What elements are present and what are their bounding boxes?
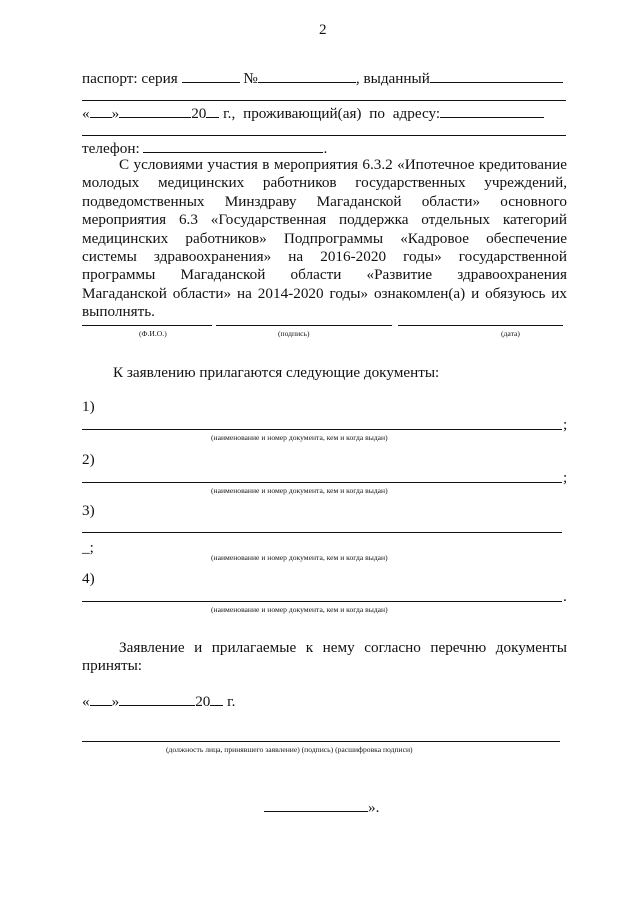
document-caption-2: (наименование и номер документа, кем и когда выдан) — [211, 486, 388, 495]
document-end-4: . — [563, 588, 567, 605]
document-field-1[interactable] — [82, 429, 562, 430]
official-caption: (должность лица, принявшего заявление) (подпись) (расшифровка подписи) — [166, 745, 413, 754]
documents-heading: К заявлению прилагаются следующие документы: — [113, 364, 440, 381]
document-field-4[interactable] — [82, 601, 562, 602]
accepted-month-field[interactable] — [119, 692, 195, 706]
accepted-date-line: « » 20 г. — [82, 693, 236, 710]
document-number-4: 4) — [82, 570, 95, 587]
document-caption-3: (наименование и номер документа, кем и когда выдан) — [211, 553, 388, 562]
accepted-year-field[interactable] — [210, 692, 223, 706]
conditions-paragraph: С условиями участия в мероприятия 6.3.2 «Ипотечное кредитование молодых медицинских работников государственных учреждений, подведомственных Минздраву Магаданской области» основного мероприятия 6.3 «Государственная поддержка отдельных категорий медицинских работников» Подпрограммы «Кадровое обеспечение системы здравоохранения» на 2016-2020 годы» государственной программы Магаданской области «Развитие здравоохранения Магаданской области» на 2014-2020 годы» ознакомлен(а) и обязуюсь их выполнять. — [82, 156, 567, 321]
accepted-day-field[interactable] — [90, 692, 112, 706]
year-field[interactable] — [206, 104, 219, 118]
fio-caption: (Ф.И.О.) — [139, 329, 167, 338]
phone-field[interactable] — [143, 139, 323, 153]
phone-line: телефон: . — [82, 140, 328, 157]
document-caption-1: (наименование и номер документа, кем и когда выдан) — [211, 433, 388, 442]
document-field-3[interactable] — [82, 532, 562, 533]
document-field-2[interactable] — [82, 482, 562, 483]
closing-line: ». — [264, 798, 379, 817]
address-label: г., проживающий(ая) по адресу: — [223, 105, 441, 122]
document-caption-4: (наименование и номер документа, кем и когда выдан) — [211, 605, 388, 614]
phone-label: телефон: — [82, 140, 140, 157]
date-signature-line[interactable] — [398, 325, 563, 326]
document-number-1: 1) — [82, 398, 95, 415]
document-end-2: ; — [563, 469, 568, 486]
passport-number-field[interactable] — [258, 69, 356, 83]
day-field[interactable] — [90, 104, 112, 118]
document-number-3: 3) — [82, 502, 95, 519]
document-end-1: ; — [563, 416, 568, 433]
issued-label: , выданный — [355, 70, 430, 87]
passport-issued-field[interactable] — [430, 69, 563, 83]
passport-continuation-line[interactable] — [82, 100, 566, 101]
month-field[interactable] — [119, 104, 191, 118]
date-caption: (дата) — [501, 329, 520, 338]
number-sign: № — [243, 70, 258, 87]
address-field[interactable] — [440, 104, 544, 118]
date-address-line: « » 20 г., проживающий(ая) по адресу: — [82, 104, 544, 123]
signature-line[interactable] — [216, 325, 392, 326]
passport-line — [82, 69, 563, 88]
accepted-paragraph: Заявление и прилагаемые к нему согласно перечню документы приняты: — [82, 639, 567, 675]
passport-series-field[interactable] — [182, 69, 240, 83]
passport-label: паспорт: серия — [82, 70, 178, 87]
document-end-3: _; — [82, 539, 94, 556]
fio-line[interactable] — [82, 325, 212, 326]
closing-field[interactable] — [264, 798, 368, 812]
address-continuation-line[interactable] — [82, 135, 566, 136]
signature-caption: (подпись) — [278, 329, 310, 338]
document-number-2: 2) — [82, 451, 95, 468]
page-number: 2 — [319, 21, 327, 38]
official-signature-line[interactable] — [82, 741, 560, 742]
